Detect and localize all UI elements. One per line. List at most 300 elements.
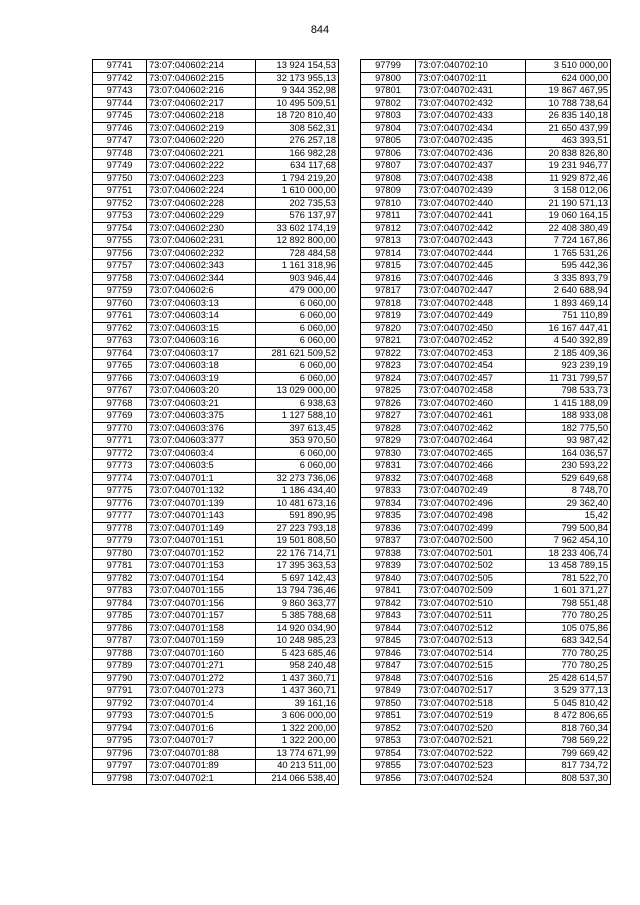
table-row: [93, 510, 339, 523]
cadastral-value-cell: 479 000,00: [256, 285, 339, 298]
cadastral-value-cell: 770 780,25: [526, 660, 611, 673]
table-row: [93, 722, 339, 735]
cadastral-value-cell: 624 000,00: [526, 72, 611, 85]
table-row: [361, 147, 611, 160]
cadastral-number-cell: 73:07:040701:272: [147, 672, 256, 685]
cadastral-number-cell: 73:07:040602:228: [147, 197, 256, 210]
cadastral-value-cell: 182 775,50: [526, 422, 611, 435]
table-row: [361, 372, 611, 385]
cadastral-value-cell: 21 190 571,13: [526, 197, 611, 210]
table-row: [93, 335, 339, 348]
table-row: [361, 722, 611, 735]
table-row: [93, 547, 339, 560]
cadastral-value-cell: 751 110,89: [526, 310, 611, 323]
cadastral-number-cell: 73:07:040602:231: [147, 235, 256, 248]
table-row: [93, 85, 339, 98]
cadastral-number-cell: 73:07:040702:452: [416, 335, 526, 348]
cadastral-number-cell: 73:07:040702:513: [416, 635, 526, 648]
table-row: [361, 635, 611, 648]
cadastral-number-cell: 73:07:040603:21: [147, 397, 256, 410]
cadastral-value-cell: 798 533,73: [526, 385, 611, 398]
record-number-cell: 97784: [93, 597, 147, 610]
cadastral-number-cell: 73:07:040702:505: [416, 572, 526, 585]
record-number-cell: 97814: [361, 247, 416, 260]
record-number-cell: 97837: [361, 535, 416, 548]
table-row: [93, 422, 339, 435]
record-number-cell: 97771: [93, 435, 147, 448]
cadastral-number-cell: 73:07:040702:502: [416, 560, 526, 573]
cadastral-number-cell: 73:07:040702:1: [147, 772, 256, 785]
cadastral-number-cell: 73:07:040701:152: [147, 547, 256, 560]
table-row: [361, 135, 611, 148]
cadastral-number-cell: 73:07:040701:156: [147, 597, 256, 610]
table-row: [361, 260, 611, 273]
record-number-cell: 97797: [93, 760, 147, 773]
table-row: [361, 672, 611, 685]
table-row: [361, 347, 611, 360]
record-number-cell: 97846: [361, 647, 416, 660]
cadastral-value-cell: 19 867 467,95: [526, 85, 611, 98]
cadastral-value-cell: 8 472 806,65: [526, 710, 611, 723]
record-number-cell: 97811: [361, 210, 416, 223]
cadastral-number-cell: 73:07:040701:271: [147, 660, 256, 673]
cadastral-value-cell: 19 501 808,50: [256, 535, 339, 548]
cadastral-value-cell: 166 982,28: [256, 147, 339, 160]
record-number-cell: 97762: [93, 322, 147, 335]
record-number-cell: 97831: [361, 460, 416, 473]
record-number-cell: 97741: [93, 60, 147, 73]
cadastral-number-cell: 73:07:040702:500: [416, 535, 526, 548]
table-row: [93, 397, 339, 410]
cadastral-number-cell: 73:07:040701:149: [147, 522, 256, 535]
cadastral-value-cell: 164 036,57: [526, 447, 611, 460]
cadastral-value-cell: 634 117,68: [256, 160, 339, 173]
cadastral-number-cell: 73:07:040701:158: [147, 622, 256, 635]
record-number-cell: 97823: [361, 360, 416, 373]
table-row: [93, 610, 339, 623]
cadastral-number-cell: 73:07:040702:510: [416, 597, 526, 610]
record-number-cell: 97801: [361, 85, 416, 98]
cadastral-number-cell: 73:07:040701:139: [147, 497, 256, 510]
cadastral-number-cell: 73:07:040702:436: [416, 147, 526, 160]
table-row: [93, 635, 339, 648]
cadastral-number-cell: 73:07:040603:19: [147, 372, 256, 385]
cadastral-value-cell: 1 127 588,10: [256, 410, 339, 423]
cadastral-number-cell: 73:07:040602:220: [147, 135, 256, 148]
table-row: [93, 647, 339, 660]
cadastral-value-cell: 281 621 509,52: [256, 347, 339, 360]
cadastral-value-cell: 308 562,31: [256, 122, 339, 135]
cadastral-value-cell: 20 838 826,80: [526, 147, 611, 160]
page-number: 844: [310, 24, 330, 36]
table-row: [361, 222, 611, 235]
cadastral-number-cell: 73:07:040602:221: [147, 147, 256, 160]
cadastral-number-cell: 73:07:040702:498: [416, 510, 526, 523]
table-row: [361, 660, 611, 673]
cadastral-value-cell: 9 860 363,77: [256, 597, 339, 610]
cadastral-number-cell: 73:07:040702:501: [416, 547, 526, 560]
table-row: [93, 260, 339, 273]
table-row: [361, 322, 611, 335]
cadastral-number-cell: 73:07:040602:230: [147, 222, 256, 235]
record-number-cell: 97781: [93, 560, 147, 573]
record-number-cell: 97802: [361, 97, 416, 110]
cadastral-value-cell: 27 223 793,18: [256, 522, 339, 535]
record-number-cell: 97750: [93, 172, 147, 185]
record-number-cell: 97815: [361, 260, 416, 273]
table-row: [361, 385, 611, 398]
cadastral-value-cell: 105 075,86: [526, 622, 611, 635]
cadastral-number-cell: 73:07:040702:468: [416, 472, 526, 485]
cadastral-value-cell: 3 158 012,06: [526, 185, 611, 198]
cadastral-number-cell: 73:07:040702:453: [416, 347, 526, 360]
cadastral-number-cell: 73:07:040702:450: [416, 322, 526, 335]
cadastral-number-cell: 73:07:040602:232: [147, 247, 256, 260]
cadastral-value-cell: 16 167 447,41: [526, 322, 611, 335]
cadastral-value-cell: 1 415 188,09: [526, 397, 611, 410]
record-number-cell: 97751: [93, 185, 147, 198]
cadastral-value-cell: 781 522,70: [526, 572, 611, 585]
cadastral-value-cell: 40 213 511,00: [256, 760, 339, 773]
record-number-cell: 97803: [361, 110, 416, 123]
record-number-cell: 97821: [361, 335, 416, 348]
table-row: [361, 547, 611, 560]
record-number-cell: 97799: [361, 60, 416, 73]
table-row: [93, 247, 339, 260]
table-row: [93, 710, 339, 723]
table-row: [361, 210, 611, 223]
table-row: [361, 522, 611, 535]
cadastral-number-cell: 73:07:040602:222: [147, 160, 256, 173]
table-row: [361, 197, 611, 210]
cadastral-number-cell: 73:07:040701:154: [147, 572, 256, 585]
table-row: [93, 222, 339, 235]
cadastral-number-cell: 73:07:040702:499: [416, 522, 526, 535]
record-number-cell: 97742: [93, 72, 147, 85]
cadastral-number-cell: 73:07:040602:215: [147, 72, 256, 85]
record-number-cell: 97743: [93, 85, 147, 98]
record-number-cell: 97763: [93, 335, 147, 348]
cadastral-number-cell: 73:07:040603:4: [147, 447, 256, 460]
table-row: [361, 235, 611, 248]
cadastral-value-cell: 6 060,00: [256, 335, 339, 348]
record-number-cell: 97773: [93, 460, 147, 473]
cadastral-table-right: [360, 59, 611, 785]
record-number-cell: 97764: [93, 347, 147, 360]
cadastral-number-cell: 73:07:040702:431: [416, 85, 526, 98]
cadastral-number-cell: 73:07:040702:444: [416, 247, 526, 260]
record-number-cell: 97854: [361, 747, 416, 760]
cadastral-value-cell: 798 569,22: [526, 735, 611, 748]
cadastral-number-cell: 73:07:040701:1: [147, 472, 256, 485]
record-number-cell: 97856: [361, 772, 416, 785]
cadastral-value-cell: 818 760,34: [526, 722, 611, 735]
record-number-cell: 97779: [93, 535, 147, 548]
table-row: [361, 297, 611, 310]
table-row: [361, 472, 611, 485]
record-number-cell: 97806: [361, 147, 416, 160]
record-number-cell: 97777: [93, 510, 147, 523]
table-row: [361, 435, 611, 448]
cadastral-value-cell: 6 060,00: [256, 310, 339, 323]
record-number-cell: 97841: [361, 585, 416, 598]
table-row: [361, 447, 611, 460]
cadastral-number-cell: 73:07:040701:159: [147, 635, 256, 648]
table-row: [361, 572, 611, 585]
cadastral-number-cell: 73:07:040702:454: [416, 360, 526, 373]
cadastral-value-cell: 276 257,18: [256, 135, 339, 148]
table-row: [93, 435, 339, 448]
cadastral-number-cell: 73:07:040702:520: [416, 722, 526, 735]
cadastral-value-cell: 14 920 034,90: [256, 622, 339, 635]
cadastral-number-cell: 73:07:040702:516: [416, 672, 526, 685]
cadastral-value-cell: 10 481 673,16: [256, 497, 339, 510]
cadastral-number-cell: 73:07:040702:458: [416, 385, 526, 398]
table-row: [93, 135, 339, 148]
cadastral-value-cell: 1 322 200,00: [256, 722, 339, 735]
cadastral-value-cell: 6 060,00: [256, 460, 339, 473]
cadastral-value-cell: 22 408 380,49: [526, 222, 611, 235]
table-row: [361, 60, 611, 73]
cadastral-value-cell: 903 946,44: [256, 272, 339, 285]
cadastral-value-cell: 32 173 955,13: [256, 72, 339, 85]
table-row: [361, 497, 611, 510]
record-number-cell: 97792: [93, 697, 147, 710]
cadastral-number-cell: 73:07:040701:153: [147, 560, 256, 573]
record-number-cell: 97776: [93, 497, 147, 510]
table-row: [93, 297, 339, 310]
cadastral-value-cell: 2 640 688,94: [526, 285, 611, 298]
table-row: [93, 472, 339, 485]
table-row: [93, 522, 339, 535]
cadastral-number-cell: 73:07:040602:6: [147, 285, 256, 298]
table-row: [361, 622, 611, 635]
cadastral-number-cell: 73:07:040702:11: [416, 72, 526, 85]
record-number-cell: 97755: [93, 235, 147, 248]
cadastral-value-cell: 39 161,16: [256, 697, 339, 710]
record-number-cell: 97769: [93, 410, 147, 423]
table-row: [93, 660, 339, 673]
cadastral-value-cell: 19 060 164,15: [526, 210, 611, 223]
record-number-cell: 97817: [361, 285, 416, 298]
table-row: [93, 122, 339, 135]
cadastral-number-cell: 73:07:040702:511: [416, 610, 526, 623]
cadastral-value-cell: 3 335 893,79: [526, 272, 611, 285]
record-number-cell: 97787: [93, 635, 147, 648]
cadastral-value-cell: 798 551,48: [526, 597, 611, 610]
cadastral-number-cell: 73:07:040702:518: [416, 697, 526, 710]
record-number-cell: 97749: [93, 160, 147, 173]
record-number-cell: 97838: [361, 547, 416, 560]
table-row: [93, 310, 339, 323]
record-number-cell: 97825: [361, 385, 416, 398]
cadastral-value-cell: 3 510 000,00: [526, 60, 611, 73]
table-row: [361, 710, 611, 723]
record-number-cell: 97786: [93, 622, 147, 635]
cadastral-value-cell: 18 233 406,74: [526, 547, 611, 560]
cadastral-number-cell: 73:07:040603:14: [147, 310, 256, 323]
record-number-cell: 97754: [93, 222, 147, 235]
cadastral-number-cell: 73:07:040602:344: [147, 272, 256, 285]
table-row: [93, 160, 339, 173]
cadastral-number-cell: 73:07:040702:438: [416, 172, 526, 185]
cadastral-number-cell: 73:07:040602:219: [147, 122, 256, 135]
cadastral-number-cell: 73:07:040702:519: [416, 710, 526, 723]
record-number-cell: 97772: [93, 447, 147, 460]
record-number-cell: 97834: [361, 497, 416, 510]
record-number-cell: 97833: [361, 485, 416, 498]
table-row: [93, 447, 339, 460]
table-row: [93, 210, 339, 223]
record-number-cell: 97766: [93, 372, 147, 385]
cadastral-value-cell: 1 322 200,00: [256, 735, 339, 748]
cadastral-number-cell: 73:07:040701:5: [147, 710, 256, 723]
cadastral-number-cell: 73:07:040602:223: [147, 172, 256, 185]
record-number-cell: 97790: [93, 672, 147, 685]
cadastral-value-cell: 29 362,40: [526, 497, 611, 510]
table-row: [93, 585, 339, 598]
cadastral-number-cell: 73:07:040602:218: [147, 110, 256, 123]
record-number-cell: 97835: [361, 510, 416, 523]
record-number-cell: 97765: [93, 360, 147, 373]
cadastral-value-cell: 19 231 946,77: [526, 160, 611, 173]
table-row: [93, 622, 339, 635]
record-number-cell: 97827: [361, 410, 416, 423]
record-number-cell: 97828: [361, 422, 416, 435]
cadastral-number-cell: 73:07:040702:435: [416, 135, 526, 148]
cadastral-number-cell: 73:07:040603:13: [147, 297, 256, 310]
cadastral-value-cell: 214 066 538,40: [256, 772, 339, 785]
cadastral-value-cell: 1 893 469,14: [526, 297, 611, 310]
record-number-cell: 97842: [361, 597, 416, 610]
cadastral-value-cell: 463 393,51: [526, 135, 611, 148]
record-number-cell: 97804: [361, 122, 416, 135]
cadastral-value-cell: 10 495 509,51: [256, 97, 339, 110]
cadastral-value-cell: 5 385 788,68: [256, 610, 339, 623]
cadastral-number-cell: 73:07:040602:216: [147, 85, 256, 98]
table-row: [93, 372, 339, 385]
cadastral-value-cell: 202 735,53: [256, 197, 339, 210]
cadastral-value-cell: 26 835 140,18: [526, 110, 611, 123]
cadastral-value-cell: 397 613,45: [256, 422, 339, 435]
cadastral-number-cell: 73:07:040702:515: [416, 660, 526, 673]
record-number-cell: 97807: [361, 160, 416, 173]
table-row: [361, 360, 611, 373]
cadastral-number-cell: 73:07:040701:7: [147, 735, 256, 748]
cadastral-value-cell: 591 890,95: [256, 510, 339, 523]
cadastral-value-cell: 3 606 000,00: [256, 710, 339, 723]
record-number-cell: 97822: [361, 347, 416, 360]
record-number-cell: 97805: [361, 135, 416, 148]
record-number-cell: 97770: [93, 422, 147, 435]
cadastral-value-cell: 808 537,30: [526, 772, 611, 785]
record-number-cell: 97839: [361, 560, 416, 573]
table-row: [93, 235, 339, 248]
cadastral-number-cell: 73:07:040603:15: [147, 322, 256, 335]
cadastral-value-cell: 13 458 789,15: [526, 560, 611, 573]
cadastral-number-cell: 73:07:040701:132: [147, 485, 256, 498]
record-number-cell: 97844: [361, 622, 416, 635]
cadastral-value-cell: 11 929 872,46: [526, 172, 611, 185]
cadastral-value-cell: 3 529 377,13: [526, 685, 611, 698]
table-row: [361, 647, 611, 660]
record-number-cell: 97850: [361, 697, 416, 710]
cadastral-value-cell: 6 060,00: [256, 447, 339, 460]
cadastral-value-cell: 1 161 318,96: [256, 260, 339, 273]
cadastral-value-cell: 4 540 392,89: [526, 335, 611, 348]
cadastral-table-left: [92, 59, 339, 785]
table-row: [361, 610, 611, 623]
table-row: [361, 685, 611, 698]
table-row: [361, 560, 611, 573]
table-row: [361, 410, 611, 423]
cadastral-value-cell: 9 344 352,98: [256, 85, 339, 98]
cadastral-value-cell: 1 186 434,40: [256, 485, 339, 498]
record-number-cell: 97847: [361, 660, 416, 673]
record-number-cell: 97852: [361, 722, 416, 735]
table-row: [361, 335, 611, 348]
cadastral-number-cell: 73:07:040701:89: [147, 760, 256, 773]
cadastral-value-cell: 529 649,68: [526, 472, 611, 485]
cadastral-value-cell: 25 428 614,57: [526, 672, 611, 685]
table-row: [361, 110, 611, 123]
cadastral-number-cell: 73:07:040603:376: [147, 422, 256, 435]
cadastral-value-cell: 683 342,54: [526, 635, 611, 648]
table-row: [93, 535, 339, 548]
record-number-cell: 97794: [93, 722, 147, 735]
table-row: [93, 597, 339, 610]
record-number-cell: 97800: [361, 72, 416, 85]
table-row: [93, 697, 339, 710]
cadastral-number-cell: 73:07:040702:445: [416, 260, 526, 273]
cadastral-number-cell: 73:07:040702:440: [416, 197, 526, 210]
cadastral-value-cell: 6 060,00: [256, 360, 339, 373]
cadastral-value-cell: 7 724 167,86: [526, 235, 611, 248]
cadastral-value-cell: 5 697 142,43: [256, 572, 339, 585]
record-number-cell: 97752: [93, 197, 147, 210]
cadastral-value-cell: 728 484,58: [256, 247, 339, 260]
record-number-cell: 97843: [361, 610, 416, 623]
cadastral-value-cell: 1 794 219,20: [256, 172, 339, 185]
record-number-cell: 97819: [361, 310, 416, 323]
cadastral-number-cell: 73:07:040603:17: [147, 347, 256, 360]
cadastral-number-cell: 73:07:040603:377: [147, 435, 256, 448]
record-number-cell: 97810: [361, 197, 416, 210]
cadastral-number-cell: 73:07:040603:375: [147, 410, 256, 423]
table-row: [93, 685, 339, 698]
cadastral-value-cell: 6 938,63: [256, 397, 339, 410]
cadastral-number-cell: 73:07:040702:448: [416, 297, 526, 310]
table-row: [93, 572, 339, 585]
cadastral-value-cell: 595 442,36: [526, 260, 611, 273]
table-row: [93, 97, 339, 110]
cadastral-number-cell: 73:07:040702:49: [416, 485, 526, 498]
cadastral-value-cell: 11 731 799,57: [526, 372, 611, 385]
cadastral-number-cell: 73:07:040702:449: [416, 310, 526, 323]
record-number-cell: 97845: [361, 635, 416, 648]
table-row: [361, 510, 611, 523]
record-number-cell: 97808: [361, 172, 416, 185]
record-number-cell: 97768: [93, 397, 147, 410]
record-number-cell: 97774: [93, 472, 147, 485]
record-number-cell: 97830: [361, 447, 416, 460]
table-row: [361, 772, 611, 785]
cadastral-number-cell: 73:07:040702:514: [416, 647, 526, 660]
record-number-cell: 97753: [93, 210, 147, 223]
cadastral-number-cell: 73:07:040702:512: [416, 622, 526, 635]
cadastral-value-cell: 770 780,25: [526, 610, 611, 623]
cadastral-value-cell: 13 794 736,46: [256, 585, 339, 598]
